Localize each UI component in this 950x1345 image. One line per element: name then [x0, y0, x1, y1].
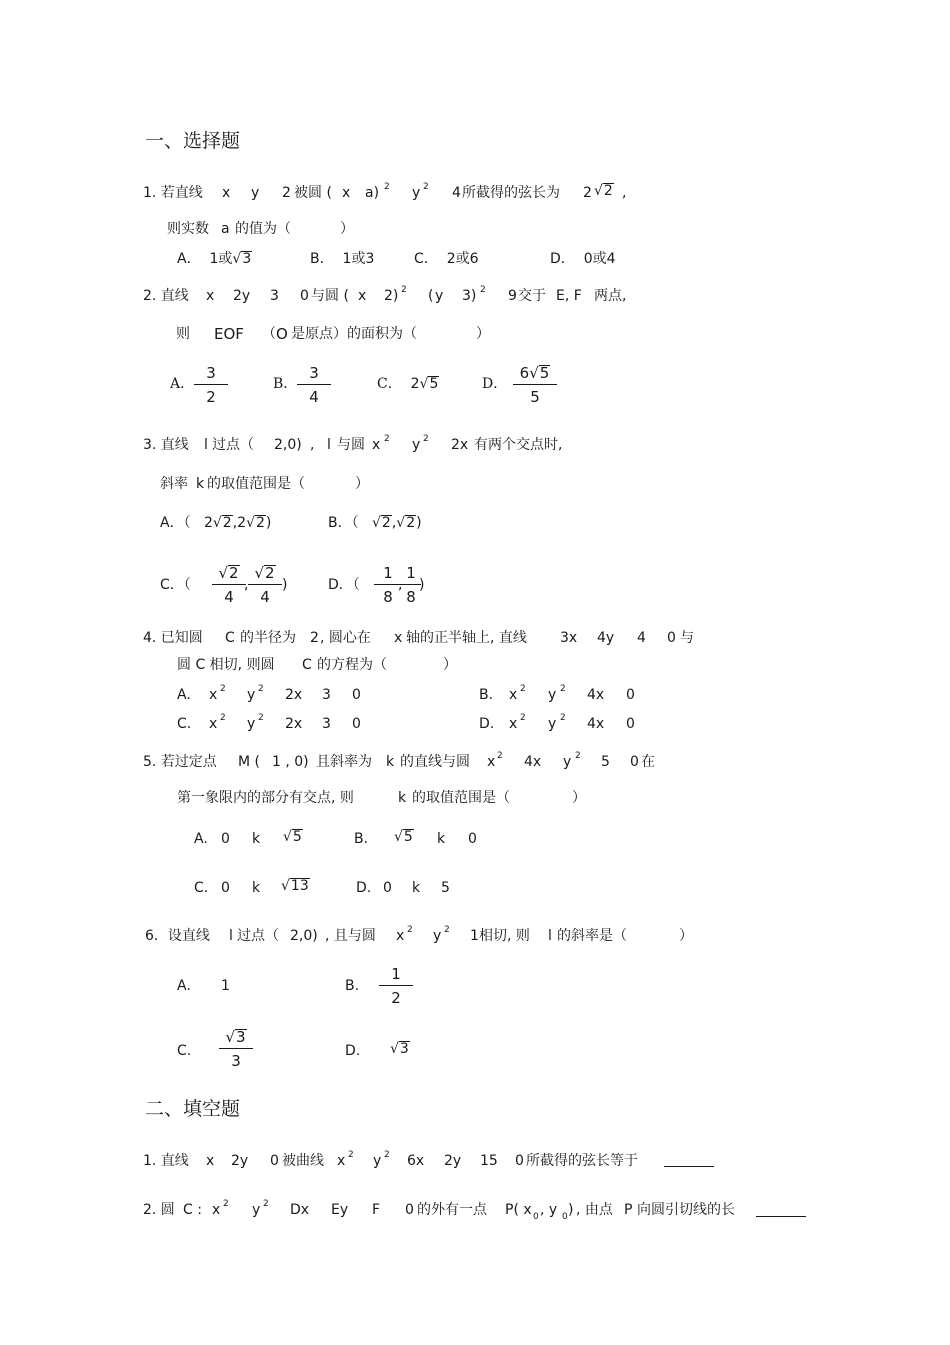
q3-y: y: [412, 437, 421, 453]
q3-x: x: [372, 437, 381, 453]
q1-line2-b: 的值为（: [235, 221, 291, 237]
q2-2y: 2y: [233, 288, 251, 304]
q4-text-b: , 圆心在: [320, 630, 371, 646]
q6-l2: l: [548, 928, 552, 944]
q2-0: 0: [300, 288, 309, 304]
q5-y: y: [563, 754, 572, 770]
q1-text-b: 所截得的弦长为: [462, 185, 560, 201]
q3-opt-a[interactable]: A．（ 2√2,2√2): [160, 515, 272, 531]
q2-eof: EOF: [214, 325, 244, 343]
q5-pt: 1 , 0): [272, 754, 309, 770]
q2-2p: 2): [384, 288, 399, 304]
q2-opt-b-label[interactable]: B．: [273, 376, 298, 392]
q4-line2-a: 圆 C 相切, 则圆: [177, 657, 275, 673]
section-title-choice: 一、选择题: [145, 130, 241, 152]
q5-line2-a: 第一象限内的部分有交点, 则: [177, 790, 354, 806]
q6-text-d: 的斜率是（: [557, 928, 627, 944]
q5-0: 0: [630, 754, 639, 770]
q3-num: 3. 直线: [143, 437, 189, 453]
q2-text-a: 与圆 (: [311, 288, 349, 304]
q2-3: 3: [270, 288, 279, 304]
q3-k: k: [196, 476, 205, 492]
q6-opt-c-frac: $\frac{√3}{3}$: [219, 1028, 253, 1070]
q1-opt-c[interactable]: C． 2或6: [414, 251, 479, 267]
q1-x: x: [222, 185, 231, 201]
q3-opt-d-sep: ,: [398, 577, 403, 593]
q6-l: l: [229, 928, 233, 944]
q2-num: 2. 直线: [143, 288, 189, 304]
q6-num: 6．设直线: [145, 928, 210, 944]
section-title-fill: 二、填空题: [145, 1098, 241, 1120]
q1-comma: ,: [622, 185, 627, 201]
q5-text-b: 的直线与圆: [400, 754, 470, 770]
q3-text-b: 与圆: [337, 437, 365, 453]
q3-pt: 2,0): [274, 437, 302, 453]
q1-line2-a: 则实数: [167, 221, 209, 237]
q2-text-b: 交于: [518, 288, 546, 304]
q5-k: k: [386, 754, 395, 770]
q1-y2: y: [412, 185, 421, 201]
q1-y: y: [251, 185, 260, 201]
q3-l2: l: [327, 437, 331, 453]
q3-text-c: 有两个交点时,: [474, 437, 563, 453]
fill-1-blank[interactable]: [664, 1166, 714, 1167]
q5-x: x: [487, 754, 496, 770]
q3-text-a: 过点（: [212, 437, 254, 453]
q4-3x: 3x: [560, 630, 578, 646]
q4-text-d: 与: [680, 630, 694, 646]
q1-opt-a[interactable]: A． 1或√3: [177, 251, 252, 267]
q3-line2-c: ）: [355, 476, 369, 492]
q6-text-c: 相切, 则: [479, 928, 530, 944]
q4-line2-c: C: [302, 657, 312, 673]
q1-opt-d[interactable]: D． 0或4: [550, 251, 616, 267]
q2-opt-d-frac: $\frac{6√5}{5}$: [513, 364, 557, 406]
q3-2x: 2x: [451, 437, 469, 453]
q5-5: 5: [601, 754, 610, 770]
q4-c: C: [225, 630, 235, 646]
q6-1: 1: [470, 928, 479, 944]
q2-opt-a-label[interactable]: A．: [170, 376, 195, 392]
q1-line2-c: ）: [340, 221, 354, 237]
q3-exp2: 2: [423, 434, 429, 444]
q4-4y: 4y: [597, 630, 615, 646]
q5-4x: 4x: [524, 754, 542, 770]
q2-line2-b: （: [262, 326, 276, 342]
q2-x2: x: [358, 288, 367, 304]
q5-exp1: 2: [497, 751, 503, 761]
q3-opt-c-label[interactable]: C．（: [160, 577, 191, 593]
q2-y: y: [435, 288, 444, 304]
q3-opt-d-frac2: $\frac{1}{8}$: [401, 564, 421, 606]
q2-opt-a-frac: $\frac{3}{2}$: [194, 364, 228, 406]
q1-num: 1. 若直线: [143, 185, 203, 201]
q5-exp2: 2: [575, 751, 581, 761]
q3-opt-d-close: ): [419, 577, 425, 593]
q4-line2-b: 的方程为（: [317, 657, 387, 673]
q1-4: 4: [452, 185, 461, 201]
q5-m: M (: [238, 754, 260, 770]
q5-line2-b: 的取值范围是（: [412, 790, 510, 806]
q1-sqrt-rad: 2: [603, 183, 613, 199]
q4-num: 4. 已知圆: [143, 630, 203, 646]
q5-text-c: 在: [641, 754, 655, 770]
q2-exp2: 2: [480, 285, 486, 295]
q6-exp1: 2: [407, 925, 413, 935]
q5-line2-c: ）: [572, 790, 586, 806]
q3-opt-c-sep: ,: [244, 577, 249, 593]
q4-x: x: [394, 630, 403, 646]
q1-2: 2: [282, 185, 291, 201]
q5-k2: k: [398, 790, 407, 806]
q2-9: 9: [508, 288, 517, 304]
q2-text-c: 两点,: [594, 288, 627, 304]
q3-opt-c-close: ): [282, 577, 288, 593]
q6-text-e: ）: [679, 928, 693, 944]
q4-2: 2: [310, 630, 319, 646]
q2-paren: (: [428, 288, 434, 304]
q1-opt-b[interactable]: B． 1或3: [310, 251, 375, 267]
q1-exp2: 2: [423, 182, 429, 192]
q6-y: y: [433, 928, 442, 944]
q3-opt-c-frac2: $\frac{√2}{4}$: [248, 564, 282, 606]
q2-3p: 3): [462, 288, 477, 304]
q2-x: x: [206, 288, 215, 304]
q3-opt-d-label[interactable]: D．（: [328, 577, 360, 593]
q6-opt-b-frac: $\frac{1}{2}$: [379, 965, 413, 1007]
q3-opt-d-frac1: $\frac{1}{8}$: [374, 564, 402, 606]
q2-opt-d-label[interactable]: D．: [482, 376, 508, 392]
q3-line2-b: 的取值范围是（: [207, 476, 305, 492]
q6-text-b: , 且与圆: [325, 928, 376, 944]
q2-opt-b-frac: $\frac{3}{4}$: [297, 364, 331, 406]
q3-opt-b[interactable]: B．（ √2,√2): [328, 515, 422, 531]
q4-text-c: 轴的正半轴上, 直线: [406, 630, 527, 646]
q2-line2-d: ）: [476, 326, 490, 342]
q6-x: x: [396, 928, 405, 944]
q1-sqrt: √2: [594, 183, 613, 199]
q3-l: l: [204, 437, 208, 453]
q1-x2: x: [342, 185, 351, 201]
q4-0: 0: [667, 630, 676, 646]
q4-line2-d: ）: [443, 657, 457, 673]
q2-ef: E, F: [556, 288, 582, 304]
q3-line2-a: 斜率: [160, 476, 188, 492]
q2-line2-a: 则: [176, 326, 190, 342]
q1-a: a): [365, 185, 380, 201]
q1-text-a: 被圆 (: [294, 185, 332, 201]
q1-coef: 2: [583, 185, 592, 201]
q2-opt-c[interactable]: C． 2√5: [377, 376, 439, 392]
q3-comma: ,: [310, 437, 315, 453]
q4-text-a: 的半径为: [240, 630, 296, 646]
q5-text-a: 且斜率为: [316, 754, 372, 770]
q1-exp1: 2: [384, 182, 390, 192]
q5-num: 5. 若过定点: [143, 754, 217, 770]
q6-exp2: 2: [444, 925, 450, 935]
q6-text-a: 过点（: [237, 928, 279, 944]
q6-opt-c-label[interactable]: C.: [177, 1043, 192, 1059]
q6-pt: 2,0): [290, 928, 318, 944]
q1-line2-var: a: [221, 221, 230, 237]
q3-opt-c-frac1: $\frac{√2}{4}$: [212, 564, 246, 606]
fill-2-blank[interactable]: [756, 1216, 806, 1217]
q2-o: O: [276, 325, 288, 343]
q3-exp1: 2: [384, 434, 390, 444]
q6-opt-b-label[interactable]: B.: [345, 978, 360, 994]
q2-exp1: 2: [401, 285, 407, 295]
q2-line2-c: 是原点）的面积为（: [291, 326, 417, 342]
q4-4: 4: [637, 630, 646, 646]
